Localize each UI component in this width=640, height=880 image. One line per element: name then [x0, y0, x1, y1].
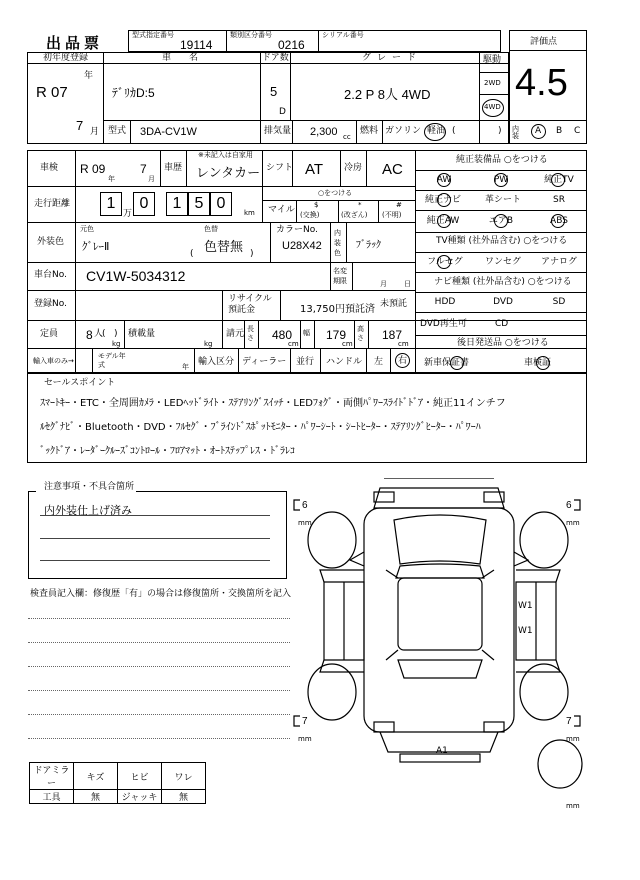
color-no-label: カラーNo. [276, 225, 318, 235]
model-year-label: モデル年式 [98, 352, 126, 369]
score-label: 評価点 [530, 37, 558, 47]
later-warranty: 新車保証書 [424, 358, 470, 368]
mileage-digit: 1 [172, 195, 182, 212]
mileage-digit: 1 [106, 195, 116, 212]
legend-header: ワレ [162, 763, 206, 790]
later-shaken: 車検証 [524, 358, 552, 368]
sales-title: セールスポイント [44, 378, 116, 388]
shaken-label: 車検 [40, 163, 59, 173]
mileage-label: 走行距離 [34, 199, 71, 209]
equip-aw: AW [436, 175, 452, 185]
tread-rear-left-unit: mm [298, 735, 312, 743]
navi-hdd: HDD [434, 297, 456, 307]
legend-table [29, 762, 206, 804]
tread-front-right-unit: mm [566, 519, 580, 527]
tread-rear-left: 7 [302, 716, 308, 727]
recycle-amount: 13,750円預託済 [300, 304, 375, 315]
navi-dvd: DVD [493, 297, 513, 307]
color-no-value: U28X42 [282, 240, 322, 252]
import-label: 輸入車のみ→ [33, 357, 74, 365]
exchange-label: (交換) [300, 211, 320, 219]
spare-tire-unit: mm [566, 802, 580, 810]
serial-label: シリアル番号 [322, 31, 364, 39]
usage-note: ※未記入は自家用 [198, 151, 253, 159]
interior-color-label: 内装色 [334, 229, 341, 257]
cd-label: CD [495, 319, 509, 329]
shift-label: シフト [266, 163, 294, 173]
shaken-era: R 09 [80, 162, 106, 176]
shaken-year-suffix: 年 [108, 175, 115, 183]
color-paren-close: ) [250, 249, 254, 259]
left-label: 左 [374, 357, 384, 367]
legend-header: キズ [74, 763, 118, 790]
spare-tire [538, 740, 582, 788]
tread-rear-right: 7 [566, 716, 572, 727]
capacity-paren: ( [102, 329, 106, 339]
model-value: 3DA-CV1W [140, 126, 197, 138]
displacement-value: 2,300 [310, 126, 338, 138]
first-reg-month: 7 [76, 118, 84, 133]
sales-line-1: ｽﾏｰﾄｷｰ・ETC・全周囲ｶﾒﾗ・LEDﾍｯﾄﾞﾗｲﾄ・ｽﾃｱﾘﾝｸﾞｽｲｯﾁ・LEDﾌｫｸﾞ・両側ﾊﾟﾜｰｽﾗｲﾄﾞﾄﾞｱ・純正11インチフ [40, 398, 506, 409]
length-cm: cm [288, 340, 299, 348]
doors-label: ドア数 [262, 53, 289, 63]
displacement-label: 排気量 [264, 126, 292, 136]
chassis-value: CV1W-5034312 [86, 268, 186, 284]
later-title: 後日発送品 ○をつける [457, 338, 549, 348]
tire-front-left [308, 512, 356, 568]
sales-line-2: ﾙｾｸﾞﾅﾋﾞ・Bluetooth・DVD・ﾌﾙｾｸﾞ・ﾌﾞﾗｲﾝﾄﾞｽﾎﾟｯﾄﾓﾆﾀｰ・ﾊﾟﾜｰｼｰﾄ・ｼｰﾄﾋｰﾀｰ・ｽﾃｱﾘﾝｸﾞﾋｰﾀｰ・ﾊﾟﾜｰﾊ [40, 422, 481, 433]
category-value: 0216 [278, 38, 305, 52]
orig-color-label: 元色 [80, 225, 94, 233]
legend-value: 無 [74, 790, 118, 804]
inspector-note: 検査員記入欄：修復歴「有」の場合は修復箇所・交換箇所を記入 [30, 589, 292, 599]
name-change-month: 月 [380, 280, 387, 288]
equipment-title: 純正装備品 ○をつける [456, 155, 548, 165]
capacity-paren-close: ) [114, 329, 118, 339]
claim-label: 請元 [226, 329, 245, 339]
cc-unit: cc [343, 133, 351, 141]
score-value: 4.5 [515, 62, 568, 104]
tv-title: TV種類 (社外品含む) ○をつける [436, 236, 568, 246]
door-d: D [279, 107, 286, 117]
capacity-kg: kg [112, 340, 121, 348]
navi-sd: SD [552, 297, 566, 307]
color-paren: ( [190, 249, 194, 259]
category-label: 類別区分番号 [230, 31, 272, 39]
type-no-value: 19114 [180, 38, 213, 52]
mileage-digit: 0 [139, 195, 149, 212]
chassis-label: 車台No. [34, 270, 67, 280]
load-label: 積載量 [128, 329, 156, 339]
drive-4wd: 4WD [484, 103, 501, 111]
reg-no-label: 登録No. [34, 299, 67, 309]
legend-header: ドアミラー [30, 763, 74, 790]
width-cm: cm [342, 340, 353, 348]
equip-leather: 革シート [484, 195, 521, 205]
handle-label: ハンドル [326, 357, 363, 367]
usage-label: 車歴 [164, 163, 183, 173]
drive-label: 駆動 [483, 55, 502, 65]
unknown-label: (不明) [382, 211, 402, 219]
tread-front-right: 6 [566, 500, 572, 511]
damage-mark-w1-lower: W1 [518, 626, 533, 636]
color-label: 外装色 [37, 237, 65, 247]
equip-airb: エアB [488, 216, 514, 226]
equip-jaw: 純正AW [426, 216, 460, 226]
import-year-label: 年 [182, 363, 189, 371]
shaken-month-suffix: 月 [148, 175, 155, 183]
capacity-unit: 人 [94, 329, 104, 339]
recycle-label: リサイクル預託金 [228, 294, 272, 315]
car-name-label: 車名 [162, 53, 217, 63]
grade-value: 2.2 P 8人 4WD [344, 87, 431, 102]
aircon-label: 冷房 [344, 163, 363, 173]
sales-line-3: ﾞｯｸﾄﾞｱ・ﾚｰﾀﾞｰｸﾙｰｽﾞｺﾝﾄﾛｰﾙ・ﾌﾛｱﾏｯﾄ・ｵｰﾄｽﾃｯﾌﾟﾚｽ・ﾄﾞﾗﾚｺ [40, 446, 295, 457]
width-label: 幅 [303, 329, 310, 337]
right-label: 右 [398, 356, 408, 366]
damage-mark-w1-upper: W1 [518, 601, 533, 611]
month-suffix: 月 [90, 127, 100, 137]
tread-front-left: 6 [302, 500, 308, 511]
equip-sr: SR [553, 195, 565, 205]
equip-tv: 純正TV [544, 175, 574, 185]
interior-c: C [574, 126, 581, 136]
first-reg-label: 初年度登録 [43, 53, 89, 63]
height-cm: cm [398, 340, 409, 348]
fuel-diesel: 軽油 [427, 126, 446, 136]
unknown-sym: # [396, 201, 402, 209]
tamper-sym: * [358, 201, 362, 209]
equip-abs: ABS [550, 216, 568, 226]
interior-color-value: ﾌﾞﾗｯｸ [356, 240, 381, 251]
usage-value: レンタカー [196, 166, 261, 181]
length-value: 480 [272, 328, 293, 342]
shift-value: AT [305, 161, 324, 178]
notes-title: 注意事項・不具合箇所 [44, 482, 135, 492]
recycle-unpaid: 未預託 [380, 299, 408, 309]
tamper-label: (改ざん) [341, 211, 368, 219]
equip-pw: PW [493, 175, 509, 185]
length-label: 長さ [247, 325, 254, 342]
mileage-digit: 0 [216, 195, 226, 212]
tread-rear-right-unit: mm [566, 735, 580, 743]
fuel-label: 燃料 [360, 126, 379, 136]
tread-front-left-unit: mm [298, 519, 312, 527]
first-reg-era: R 07 [36, 84, 68, 101]
tv-fullseg: フルセグ [427, 257, 463, 267]
legend-value: ジャッキ [118, 790, 162, 804]
orig-color-value: ｸﾞﾚｰⅡ [82, 240, 110, 253]
dvd-play-label: DVD再生可 [420, 319, 467, 329]
exchange-sym: $ [314, 201, 319, 209]
grade-label: グレード [362, 53, 423, 63]
type-no-label: 型式指定番号 [132, 31, 174, 39]
color-change-value: 色替無 [204, 240, 244, 255]
load-unit: kg [204, 340, 213, 348]
legend-value: 無 [162, 790, 206, 804]
name-change-label: 名変期限 [333, 267, 347, 285]
legend-header: ヒビ [118, 763, 162, 790]
mileage-digit: 5 [194, 195, 204, 212]
shaken-month: 7 [140, 162, 147, 176]
parallel-label: 並行 [296, 357, 315, 367]
legend-value: 工具 [30, 790, 74, 804]
interior-a: A [535, 126, 542, 136]
fuel-paren: ( [452, 126, 456, 136]
circle-note: ○をつける [318, 189, 353, 197]
name-change-day: 日 [404, 280, 411, 288]
capacity-label: 定員 [40, 329, 59, 339]
capacity-value: 8 [86, 328, 93, 342]
notes-line-1: 内外装仕上げ済み [44, 504, 132, 517]
fuel-paren-close: ) [498, 126, 502, 136]
year-suffix: 年 [84, 71, 94, 81]
km-unit: km [244, 209, 255, 217]
car-diagram [290, 478, 610, 818]
interior-label: 内装 [512, 125, 519, 140]
import-type-label: 輸入区分 [198, 357, 235, 367]
drive-2wd: 2WD [484, 79, 501, 87]
body-outline [364, 508, 514, 732]
equip-navi: 純正ナビ [424, 195, 461, 205]
man-unit: 万 [123, 209, 133, 219]
miles-label: マイル [268, 205, 295, 215]
height-label: 高さ [357, 325, 364, 342]
tv-analog: アナログ [540, 257, 577, 267]
fuel-gasoline: ガソリン [385, 126, 422, 136]
color-change-label: 色替 [204, 225, 218, 233]
doors-value: 5 [270, 84, 278, 99]
car-name-value: ﾃﾞﾘｶD:5 [112, 86, 155, 100]
model-label: 型式 [108, 126, 127, 136]
aircon-value: AC [382, 161, 403, 178]
damage-mark-a1: A1 [436, 746, 448, 756]
interior-b: B [556, 126, 563, 136]
height-value: 187 [382, 328, 403, 342]
form-title: 出品票 [46, 34, 104, 52]
tv-oneseg: ワンセグ [484, 257, 521, 267]
navi-title: ナビ種類 (社外品含む) ○をつける [434, 277, 572, 287]
width-value: 179 [326, 328, 347, 342]
dealer-label: ディーラー [242, 357, 287, 367]
